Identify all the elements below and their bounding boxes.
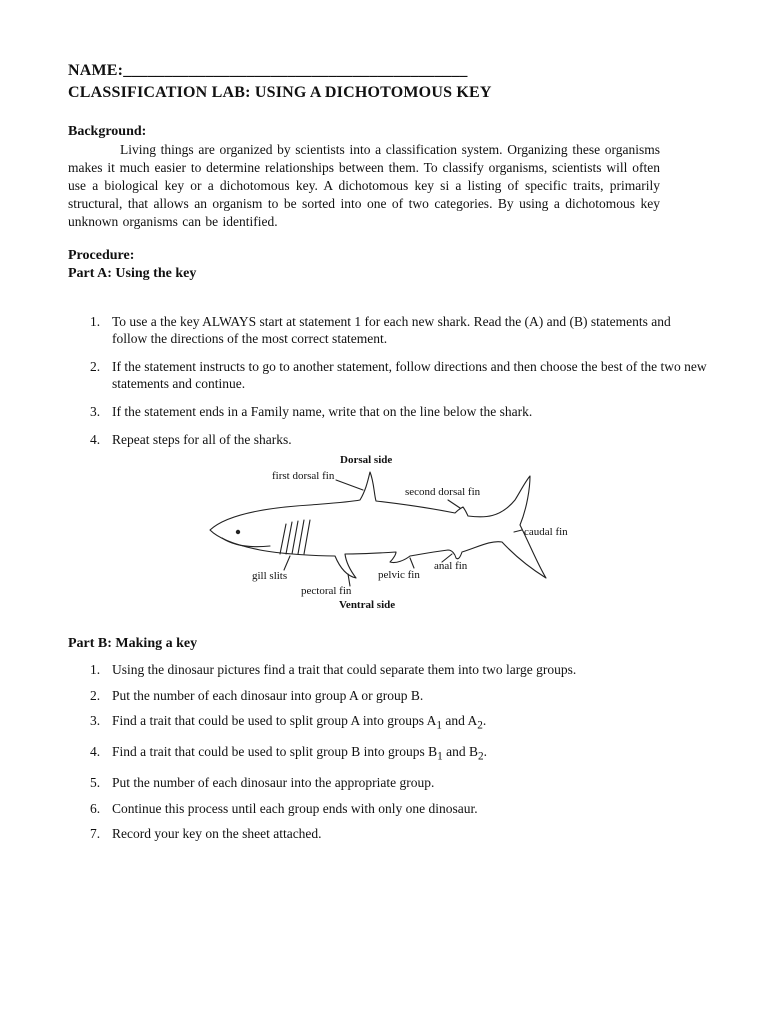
step-number: 3. (90, 404, 101, 419)
name-line (68, 62, 468, 80)
subscript: 2 (477, 750, 484, 763)
step-number: 7. (90, 826, 101, 842)
background-heading: Background: (68, 124, 147, 139)
subscript: 1 (436, 719, 442, 732)
shark-diagram (200, 450, 580, 620)
subscript: 1 (437, 750, 443, 763)
procedure-heading: Procedure: (68, 248, 135, 263)
step-text-post: . (482, 713, 487, 728)
part-b-steps (68, 661, 708, 851)
ventral-side-label: Ventral side (339, 599, 396, 611)
shark-eye (236, 530, 240, 534)
list-item (68, 403, 708, 420)
step-text: To use a the key ALWAYS start at statement 1 for each new shark. Read the (A) and (B) statements and follow the directions of the most correct statement. (112, 314, 671, 346)
step-number: 4. (90, 744, 101, 760)
second-dorsal-fin-label: second dorsal fin (405, 486, 481, 498)
gill-slit (292, 521, 298, 554)
step-number: 1. (90, 662, 101, 677)
gill-slits-label: gill slits (252, 570, 288, 582)
first-dorsal-fin-label: first dorsal fin (272, 470, 335, 482)
part-b-heading: Part B: Making a key (68, 636, 198, 651)
list-item (68, 687, 708, 704)
leader-pelvic (410, 558, 414, 568)
list-item (68, 825, 708, 842)
step-number: 2. (90, 687, 101, 703)
name-blank: __________________________________________ (123, 62, 468, 79)
leader-gills (284, 556, 290, 570)
shark-mouth (222, 538, 270, 547)
shark-illustration (200, 450, 580, 620)
page-title: CLASSIFICATION LAB: USING A DICHOTOMOUS KEY (68, 84, 492, 101)
step-number: 1. (90, 314, 101, 329)
background-paragraph: Living things are organized by scientists into a classification system. Organizing these organisms makes it much easier to determine relationships between them. To classify organisms, scientists will often use a biological key or a dichotomous key. A dichotomous key si a listing of specific traits, primarily structural, that allows an organism to be sorted into one of two categories. By using a dichotomous key unknown organisms can be identified. (68, 142, 660, 229)
part-a-heading: Part A: Using the key (68, 266, 197, 281)
list-item (68, 358, 708, 392)
step-text-post: . (483, 744, 487, 760)
step-text: Record your key on the sheet attached. (112, 826, 322, 842)
list-item (68, 800, 708, 817)
step-number: 2. (90, 359, 101, 374)
list-item (68, 313, 708, 347)
part-a-steps (68, 313, 708, 459)
step-number: 4. (90, 432, 101, 447)
pectoral-fin-label: pectoral fin (301, 585, 352, 597)
list-item (68, 774, 708, 791)
step-number: 6. (90, 800, 101, 816)
gill-slit (298, 520, 304, 554)
step-text: Repeat steps for all of the sharks. (112, 432, 292, 447)
name-label: NAME: (68, 62, 124, 79)
dorsal-side-label: Dorsal side (340, 454, 393, 466)
step-number: 5. (90, 775, 101, 791)
gill-slit (280, 524, 286, 554)
subscript: 2 (477, 719, 483, 732)
shark-body-outline (210, 472, 546, 578)
list-item (68, 712, 708, 735)
step-text: If the statement instructs to go to another statement, follow directions and then choose the best of the two new statements and continue. (112, 359, 707, 391)
list-item (68, 661, 708, 678)
step-text: Continue this process until each group ends with only one dinosaur. (112, 800, 478, 816)
step-number: 3. (90, 713, 101, 728)
leader-second-dorsal (448, 500, 460, 508)
step-text-mid: and A (441, 713, 478, 728)
leader-caudal (514, 530, 522, 532)
step-text-mid: and B (442, 744, 478, 760)
step-text: Put the number of each dinosaur into group A or group B. (112, 687, 424, 703)
step-text-pre: Find a trait that could be used to split group A into groups A (112, 713, 437, 728)
list-item (68, 743, 708, 766)
list-item (68, 431, 708, 448)
step-text: If the statement ends in a Family name, write that on the line below the shark. (112, 404, 533, 419)
pelvic-fin-label: pelvic fin (378, 569, 420, 581)
anal-fin-label: anal fin (434, 560, 468, 572)
leader-first-dorsal (336, 480, 363, 490)
gill-slit (304, 520, 310, 554)
caudal-fin-label: caudal fin (524, 526, 568, 538)
step-text: Using the dinosaur pictures find a trait that could separate them into two large groups. (112, 662, 577, 677)
step-text-pre: Find a trait that could be used to split group B into groups B (112, 744, 438, 760)
gill-slit (286, 522, 292, 554)
step-text: Put the number of each dinosaur into the appropriate group. (112, 775, 435, 791)
